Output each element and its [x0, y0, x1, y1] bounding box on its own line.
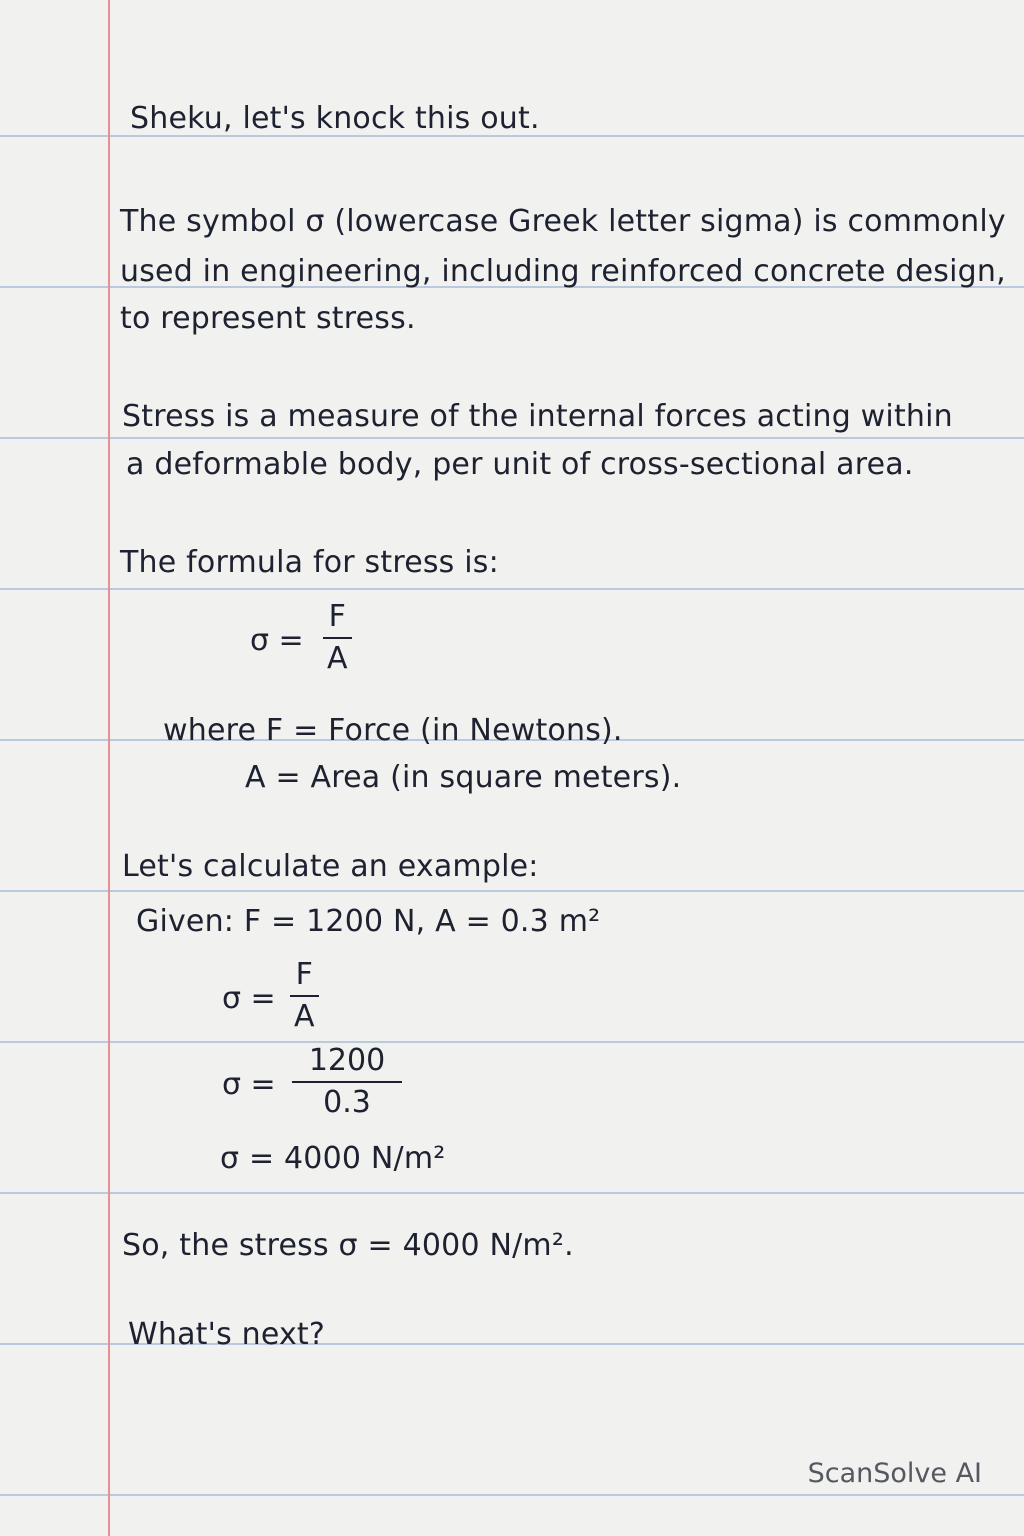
step2-fraction: [292, 1044, 402, 1120]
intro-line-3: to represent stress.: [120, 301, 416, 336]
example-intro: Let's calculate an example:: [122, 849, 539, 884]
step1-numerator: F: [295, 957, 313, 992]
formula-fraction: [323, 600, 352, 676]
step2-lhs: σ =: [222, 1067, 276, 1102]
intro-line-2: used in engineering, including reinforced concrete design,: [120, 254, 1006, 289]
margin-line: [108, 0, 110, 1536]
formula-denominator: A: [327, 641, 348, 676]
where-line-1: where F = Force (in Newtons).: [163, 713, 623, 748]
definition-line-1: Stress is a measure of the internal forces acting within: [122, 399, 953, 434]
given-values: Given: F = 1200 N, A = 0.3 m²: [136, 904, 601, 939]
step1-denominator: A: [294, 999, 315, 1034]
closing-question: What's next?: [128, 1317, 326, 1352]
formula-numerator: F: [328, 599, 346, 634]
step2-denominator: 0.3: [323, 1085, 371, 1120]
scansolve-watermark: ScanSolve AI: [807, 1458, 982, 1489]
definition-line-2: a deformable body, per unit of cross-sectional area.: [126, 447, 914, 482]
intro-line-1: The symbol σ (lowercase Greek letter sigma) is commonly: [120, 204, 1006, 239]
conclusion: So, the stress σ = 4000 N/m².: [122, 1228, 574, 1263]
formula-lhs: σ =: [250, 623, 304, 658]
formula-intro: The formula for stress is:: [120, 545, 499, 580]
where-line-2: A = Area (in square meters).: [245, 760, 682, 795]
step1-fraction: [290, 958, 319, 1034]
step3-result: σ = 4000 N/m²: [220, 1141, 446, 1176]
step1-lhs: σ =: [222, 981, 276, 1016]
greeting: Sheku, let's knock this out.: [130, 101, 540, 136]
step2-numerator: 1200: [308, 1043, 386, 1078]
